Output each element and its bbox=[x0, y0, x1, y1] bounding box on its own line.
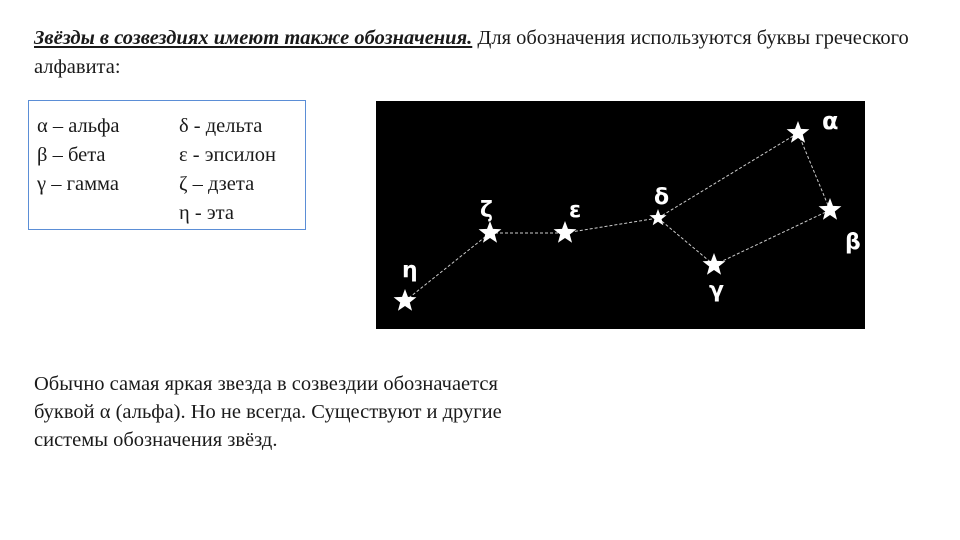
connection-line-alpha-beta bbox=[798, 133, 830, 210]
legend-symbol: δ bbox=[179, 115, 189, 137]
star-label-delta: δ bbox=[654, 185, 670, 210]
heading-rest: Для обозначения используются буквы греческого алфавита: bbox=[34, 27, 909, 78]
heading-lead: Звёзды в созвездиях имеют также обозначения. bbox=[34, 27, 473, 49]
legend-separator: – bbox=[187, 173, 208, 195]
legend-row-beta bbox=[37, 141, 120, 170]
legend-symbol: β bbox=[37, 144, 48, 166]
connection-line-delta-alpha bbox=[658, 133, 798, 218]
star-label-zeta: ζ bbox=[480, 198, 493, 223]
star-eta-icon bbox=[394, 289, 417, 311]
explanation-text: Обычно самая яркая звезда в созвездии обозначается буквой α (альфа). Но не всегда. Существуют и другие системы обозначения звёзд. bbox=[34, 373, 502, 451]
connection-line-beta-gamma bbox=[714, 210, 830, 265]
connection-line-eta-zeta bbox=[405, 233, 490, 301]
star-zeta-icon bbox=[479, 221, 502, 243]
legend-separator: - bbox=[187, 144, 205, 166]
legend-symbol: α bbox=[37, 115, 48, 137]
star-epsilon-icon bbox=[554, 221, 577, 243]
legend-separator: – bbox=[46, 173, 67, 195]
legend-name: эпсилон bbox=[204, 144, 276, 166]
legend-row-zeta bbox=[179, 170, 276, 199]
star-label-alpha: α bbox=[822, 107, 839, 135]
legend-column-1 bbox=[37, 112, 120, 199]
connection-line-gamma-delta bbox=[658, 218, 714, 265]
legend-symbol: η bbox=[179, 202, 190, 224]
star-label-gamma: γ bbox=[709, 278, 724, 303]
legend-name: гамма bbox=[66, 173, 119, 195]
legend-row-eta bbox=[179, 199, 276, 228]
greek-legend-box bbox=[28, 100, 306, 230]
star-label-beta: β bbox=[845, 230, 861, 255]
constellation-svg bbox=[376, 101, 865, 329]
legend-name: эта bbox=[206, 202, 234, 224]
star-label-eta: η bbox=[402, 258, 418, 283]
legend-symbol: ε bbox=[179, 144, 188, 166]
legend-name: дельта bbox=[205, 115, 263, 137]
legend-column-2 bbox=[179, 112, 276, 228]
star-alpha-icon bbox=[787, 121, 810, 143]
legend-name: альфа bbox=[68, 115, 120, 137]
legend-separator: – bbox=[47, 144, 68, 166]
heading bbox=[34, 24, 914, 82]
star-gamma-icon bbox=[703, 253, 726, 275]
legend-separator: - bbox=[189, 202, 207, 224]
legend-name: бета bbox=[67, 144, 106, 166]
legend-symbol: ζ bbox=[179, 173, 188, 195]
legend-name: дзета bbox=[208, 173, 255, 195]
legend-separator: – bbox=[47, 115, 69, 137]
star-label-epsilon: ε bbox=[569, 198, 582, 223]
legend-row-gamma bbox=[37, 170, 120, 199]
legend-row-delta bbox=[179, 112, 276, 141]
legend-row-epsilon bbox=[179, 141, 276, 170]
star-beta-icon bbox=[819, 198, 842, 220]
legend-row-alpha bbox=[37, 112, 120, 141]
constellation-diagram bbox=[376, 101, 865, 329]
legend-separator: - bbox=[188, 115, 206, 137]
legend-symbol: γ bbox=[37, 173, 47, 195]
